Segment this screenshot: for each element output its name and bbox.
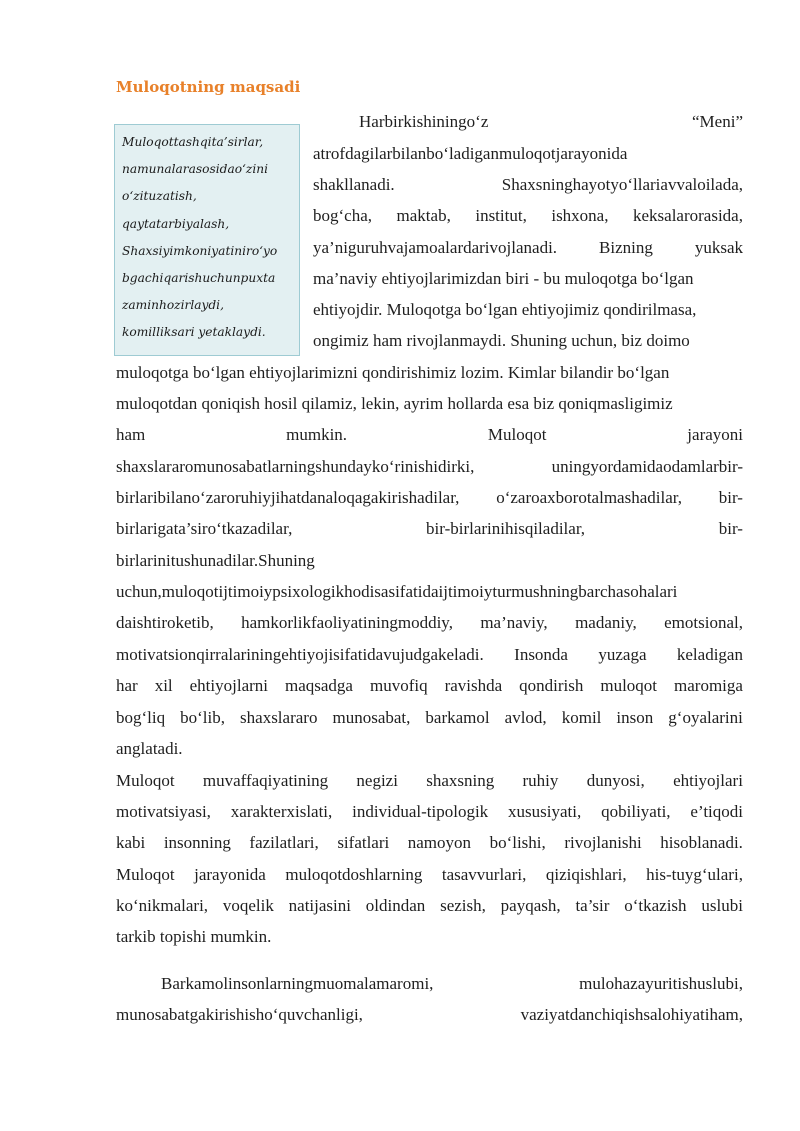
sidebar-note-line: namunalarasosidao‘zini	[122, 162, 268, 177]
section-heading: Muloqotning maqsadi	[116, 78, 301, 96]
sidebar-note-line: Muloqottashqita’sirlar,	[122, 135, 264, 149]
body-word: bo‘lishi,	[489, 833, 546, 852]
body-word: ehtiyojdir. Muloqotga bo‘lgan ehtiyojimiz qondirilmasa,	[313, 300, 697, 319]
body-word: inson	[616, 708, 654, 727]
body-word: shaxsning	[426, 771, 495, 790]
body-line	[313, 294, 743, 326]
body-line	[116, 733, 300, 765]
body-word: ehtiyojlari	[673, 771, 743, 790]
body-word: emotsional,	[664, 613, 743, 632]
body-line	[116, 607, 743, 639]
body-line	[116, 388, 743, 420]
body-word: mulohazayuritishuslubi,	[579, 974, 743, 993]
body-word: ma’naviy ehtiyojlarimizdan biri - bu muloqotga bo‘lgan	[313, 269, 694, 288]
body-line	[313, 325, 743, 357]
body-word: muvaffaqiyatining	[202, 771, 329, 790]
body-word: qondirish	[519, 676, 584, 695]
body-word: birlarigata’siro‘tkazadilar,	[116, 519, 293, 538]
sidebar-note-line: o‘zituzatish,	[122, 189, 197, 204]
body-word: o‘zaroaxborotalmashadilar,	[496, 488, 682, 507]
body-word: ta’sir	[575, 896, 610, 915]
body-line	[116, 670, 743, 702]
body-word: Harbirkishiningo‘z	[359, 112, 489, 131]
body-word: rivojlanishi	[564, 833, 642, 852]
body-word: oldindan	[365, 896, 426, 915]
body-line	[116, 357, 743, 389]
body-word: ravishda	[444, 676, 503, 695]
body-word: har	[116, 676, 138, 695]
body-line	[116, 765, 743, 797]
body-line	[116, 796, 743, 828]
body-word: vaziyatdanchiqishsalohiyatiham,	[520, 1005, 743, 1024]
body-line	[116, 545, 420, 577]
body-word: barkamol	[425, 708, 490, 727]
sidebar-note-line: Shaxsiyimkoniyatiniro‘yo	[122, 243, 278, 258]
body-word: Insonda	[514, 645, 568, 664]
body-word: voqelik	[222, 896, 274, 915]
body-word: individual-tipologik	[352, 802, 489, 821]
body-word: kabi	[116, 833, 146, 852]
body-word: bog‘liq	[116, 708, 166, 727]
body-word: hisoblanadi.	[660, 833, 743, 852]
body-word: o‘tkazish	[624, 896, 687, 915]
body-word: Bizning	[599, 238, 653, 257]
sidebar-note-line: zaminhozirlaydi,	[122, 298, 224, 313]
body-word: birlaribilano‘zaroruhiyjihatdanaloqagakirishadilar,	[116, 488, 460, 507]
body-word: ishxona,	[551, 206, 609, 225]
body-line	[161, 968, 743, 1000]
sidebar-note-line: bgachiqarishuchunpuxta	[122, 270, 276, 285]
body-line	[116, 639, 743, 671]
body-word: g‘oyalarini	[668, 708, 743, 727]
body-line	[116, 482, 743, 514]
body-word: yuksak	[694, 238, 743, 257]
body-line	[313, 138, 660, 170]
body-word: Muloqot	[116, 865, 175, 884]
body-word: Barkamolinsonlarningmuomalamaromi,	[161, 974, 434, 993]
body-word: Muloqot	[487, 425, 547, 444]
body-word: negizi	[356, 771, 398, 790]
body-word: ma’naviy,	[480, 613, 548, 632]
body-word: uslubi	[701, 896, 743, 915]
body-word: anglatadi.	[116, 739, 183, 758]
body-word: avlod,	[504, 708, 547, 727]
body-word: fazilatlari,	[249, 833, 319, 852]
body-word: ham	[116, 425, 146, 444]
body-word: namoyon	[407, 833, 472, 852]
body-line	[313, 200, 743, 232]
body-line	[116, 419, 743, 451]
body-word: ongimiz ham rivojlanmaydi. Shuning uchun, biz doimo	[313, 331, 690, 350]
body-line	[116, 999, 743, 1031]
body-word: tarkib topishi mumkin.	[116, 927, 272, 946]
body-word: atrofdagilarbilanbo‘ladiganmuloqotjarayonida	[313, 144, 628, 163]
body-word: yuzaga	[598, 645, 647, 664]
body-word: motivatsionqirralariningehtiyojisifatidavujudgakeladi.	[116, 645, 484, 664]
body-word: ko‘nikmalari,	[116, 896, 209, 915]
body-word: his-tuyg‘ulari,	[646, 865, 743, 884]
body-word: hamkorlikfaoliyatiningmoddiy,	[241, 613, 453, 632]
body-line	[116, 702, 743, 734]
body-word: xususiyati,	[508, 802, 582, 821]
body-word: dunyosi,	[586, 771, 645, 790]
sidebar-note-line: komilliksari yetaklaydi.	[122, 325, 266, 340]
body-word: komil	[561, 708, 602, 727]
body-word: Shaxsninghayotyo‘llariavvaloilada,	[501, 175, 743, 194]
body-word: maqsadga	[285, 676, 353, 695]
body-word: bir-birlarinihisqiladilar,	[426, 519, 586, 538]
body-word: xil	[154, 676, 173, 695]
body-word: jarayonida	[194, 865, 266, 884]
body-line	[313, 169, 743, 201]
body-word: qiziqishlari,	[545, 865, 627, 884]
body-word: muloqotdoshlarning	[285, 865, 423, 884]
body-word: shakllanadi.	[313, 175, 395, 194]
body-word: muloqot	[600, 676, 658, 695]
body-line	[116, 576, 743, 608]
body-word: uchun,muloqotijtimoiypsixologikhodisasifatidaijtimoiyturmushningbarchasohalari	[116, 582, 678, 601]
body-word: sezish,	[440, 896, 486, 915]
body-word: natijasini	[288, 896, 351, 915]
body-word: bir-	[718, 519, 743, 538]
body-line	[116, 451, 743, 483]
body-word: muvofiq	[369, 676, 428, 695]
body-word: e’tiqodi	[690, 802, 743, 821]
sidebar-note-line: qaytatarbiyalash,	[122, 216, 230, 231]
body-word: birlarinitushunadilar.Shuning	[116, 551, 315, 570]
body-word: bo‘lib,	[180, 708, 225, 727]
body-word: maktab,	[396, 206, 451, 225]
body-word: insonning	[163, 833, 231, 852]
body-word: bog‘cha,	[313, 206, 373, 225]
body-line	[359, 106, 743, 138]
body-line	[313, 232, 743, 264]
body-word: ya’niguruhvajamoalardarivojlanadi.	[313, 238, 558, 257]
body-word: sifatlari	[337, 833, 390, 852]
body-word: shaxslararo	[240, 708, 318, 727]
body-word: institut,	[475, 206, 527, 225]
body-line	[116, 859, 743, 891]
body-word: tasavvurlari,	[441, 865, 527, 884]
body-line	[313, 263, 743, 295]
body-word: qobiliyati,	[601, 802, 671, 821]
body-word: payqash,	[500, 896, 561, 915]
body-word: muloqotga bo‘lgan ehtiyojlarimizni qondirishimiz lozim. Kimlar bilandir bo‘lgan	[116, 363, 670, 382]
body-word: motivatsiyasi,	[116, 802, 211, 821]
body-word: keladigan	[676, 645, 743, 664]
body-word: muloqotdan qoniqish hosil qilamiz, lekin, ayrim hollarda esa biz qoniqmasligimiz	[116, 394, 673, 413]
body-word: keksalarorasida,	[633, 206, 743, 225]
body-word: madaniy,	[575, 613, 637, 632]
body-line	[116, 921, 400, 953]
body-word: munosabat,	[332, 708, 411, 727]
body-word: munosabatgakirishisho‘quvchanligi,	[116, 1005, 363, 1024]
body-word: bir-	[718, 488, 743, 507]
body-word: “Meni”	[692, 112, 743, 131]
body-word: uningyordamidaodamlarbir-	[551, 457, 743, 476]
body-line	[116, 890, 743, 922]
body-word: daishtiroketib,	[116, 613, 214, 632]
body-word: jarayoni	[687, 425, 743, 444]
body-word: ruhiy	[522, 771, 559, 790]
body-word: xarakterxislati,	[230, 802, 333, 821]
body-word: maromiga	[674, 676, 743, 695]
body-word: ehtiyojlarni	[189, 676, 269, 695]
body-line	[116, 827, 743, 859]
sidebar-note-box	[114, 124, 300, 356]
body-word: Muloqot	[116, 771, 175, 790]
body-word: mumkin.	[286, 425, 348, 444]
body-word: shaxslararomunosabatlarningshundayko‘rinishidirki,	[116, 457, 475, 476]
body-line	[116, 513, 743, 545]
